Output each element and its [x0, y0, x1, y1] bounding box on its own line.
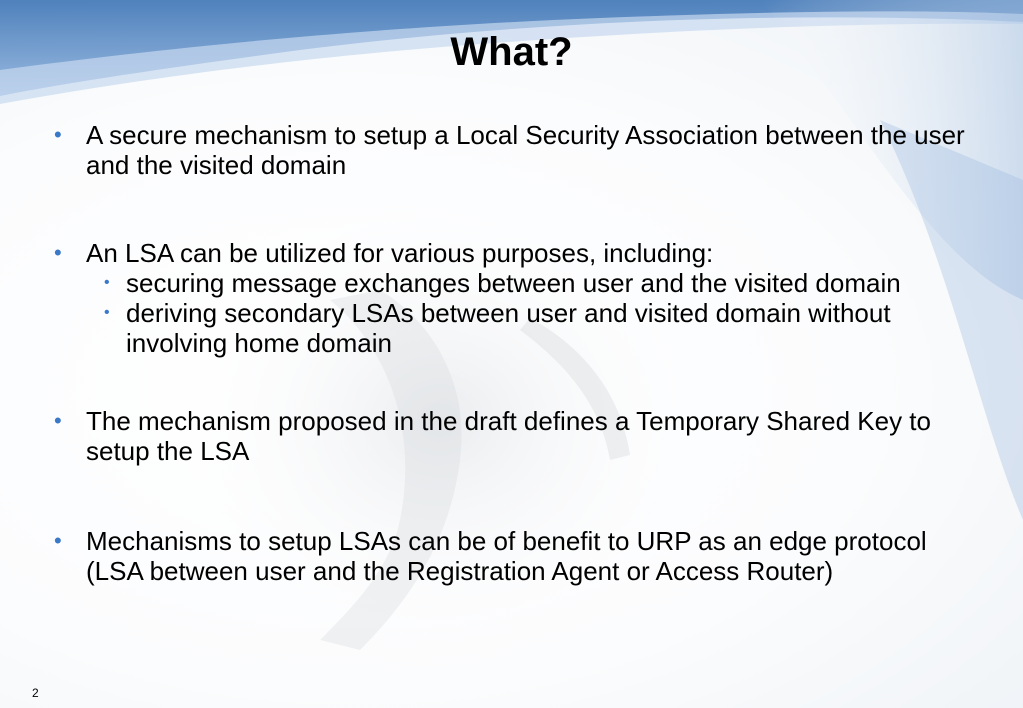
- bullet-item: [54, 238, 974, 358]
- sub-bullet-dot-icon: •: [104, 274, 110, 291]
- bullet-item: [54, 406, 974, 466]
- bullet-item: [54, 120, 974, 180]
- sub-bullet-item: [104, 298, 974, 358]
- bullet-text: Mechanisms to setup LSAs can be of benefit to URP as an edge protocol (LSA between user and the Registration Agent or Access Router): [86, 526, 927, 586]
- bullet-dot-icon: •: [54, 122, 62, 147]
- sub-bullet-text: deriving secondary LSAs between user and visited domain without involving home domain: [126, 298, 891, 358]
- bullet-dot-icon: •: [54, 408, 62, 433]
- bullet-dot-icon: •: [54, 528, 62, 553]
- bullet-text: A secure mechanism to setup a Local Security Association between the user and the visited domain: [86, 120, 965, 180]
- bullet-text: An LSA can be utilized for various purposes, including:: [86, 238, 714, 268]
- bullet-text: The mechanism proposed in the draft defines a Temporary Shared Key to setup the LSA: [86, 406, 931, 466]
- bullet-item: [54, 526, 974, 586]
- bullet-list: [54, 120, 974, 586]
- sub-bullet-text: securing message exchanges between user and the visited domain: [126, 268, 901, 298]
- sub-bullet-item: [104, 268, 974, 298]
- sub-bullet-list: [86, 268, 974, 358]
- page-number: 2: [32, 686, 39, 700]
- bullet-dot-icon: •: [54, 240, 62, 265]
- slide-title: What?: [450, 30, 573, 74]
- sub-bullet-dot-icon: •: [104, 304, 110, 321]
